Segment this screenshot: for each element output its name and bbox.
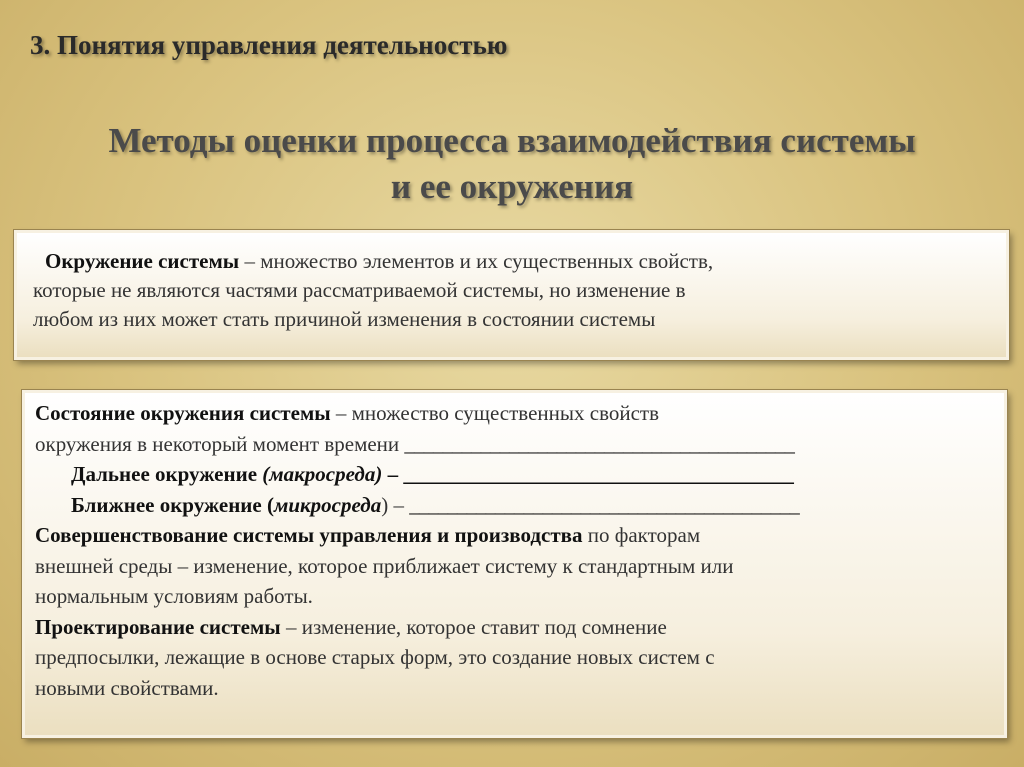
near-close: ) [381,492,389,517]
design-line-2: предпосылки, лежащие в основе старых форм, это создание новых систем с [35,645,715,669]
definition-term: Окружение системы [45,249,240,273]
near-dash: – [388,492,410,517]
far-blank: _________________________________________ [403,462,793,486]
improvement-line-1 [35,520,994,551]
design-line-3: новыми свойствами. [35,675,219,700]
improvement-line-2: внешней среды – изменение, которое приближает систему к стандартным или [35,553,734,578]
definition-box [14,230,1009,360]
slide-title: 3. Понятия управления деятельностью [30,30,508,60]
definition-text-1: – множество элементов и их существенных свойств, [239,249,714,273]
far-term-italic: (макросреда) [262,462,383,486]
near-environment-line [35,490,994,521]
far-environment-line [35,459,994,490]
subtitle-line-2: и ее окружения [390,167,634,206]
improvement-line-3: нормальным условиям работы. [35,584,313,608]
state-text-1: – множество существенных свойств [330,401,659,425]
far-term: Дальнее окружение [71,462,263,486]
slide-subtitle [0,118,1024,210]
definition-line-1 [33,247,990,276]
design-line-1 [35,612,994,643]
design-term: Проектирование системы [35,614,281,639]
state-blank: _________________________________________ [404,431,794,456]
near-blank: _________________________________________ [409,492,799,517]
improvement-text-1: по факторам [582,523,701,547]
state-text-2: окружения в некоторый момент времени [35,431,405,456]
state-term: Состояние окружения системы [35,401,331,425]
details-box [22,390,1007,738]
subtitle-line-1: Методы оценки процесса взаимодействия системы [108,121,916,160]
design-text-1: – изменение, которое ставит под сомнение [280,614,667,639]
definition-line-2: которые не являются частями рассматриваемой системы, но изменение в [33,278,686,302]
definition-line-3: любом из них может стать причиной изменения в состоянии системы [33,307,656,331]
state-line-1 [35,398,994,429]
near-term: Ближнее окружение ( [71,492,274,517]
state-line-2 [35,429,994,460]
near-term-italic: микросреда [273,492,382,517]
far-dash: – [382,462,404,486]
improvement-term: Совершенствование системы управления и производства [35,523,583,547]
